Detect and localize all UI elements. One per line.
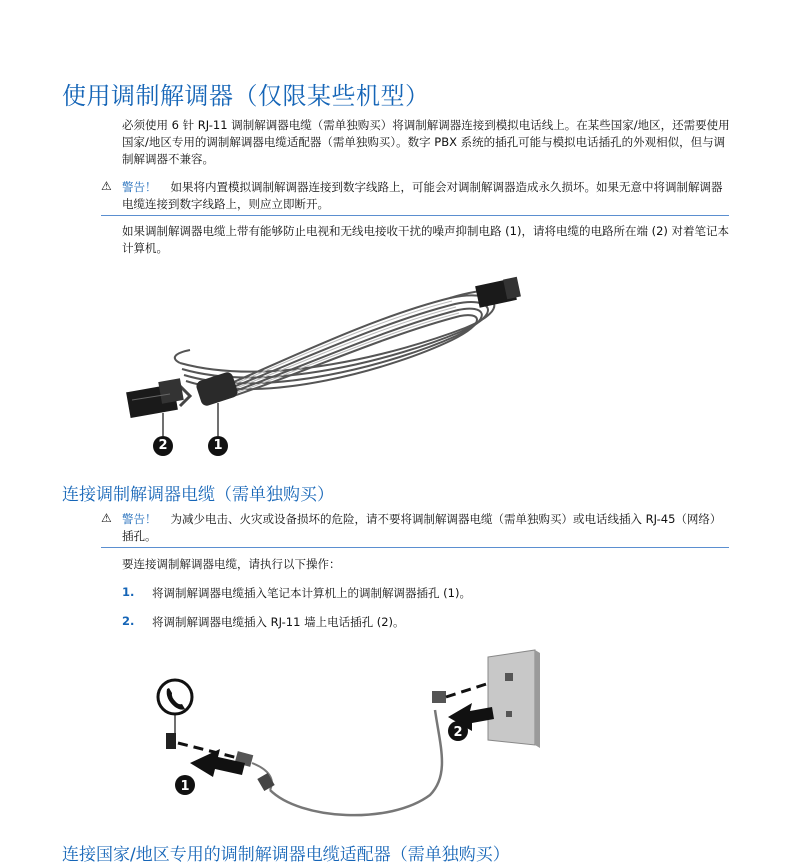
warning-label: 警告！ — [122, 180, 157, 194]
callout-1-figure2: 1 — [180, 779, 190, 794]
page-title: 使用调制解调器（仅限某些机型） — [62, 82, 430, 110]
warning-text — [122, 511, 729, 545]
warning-label: 警告！ — [122, 512, 157, 526]
noise-suppression-paragraph: 如果调制解调器电缆上带有能够防止电视和无线电接收干扰的噪声抑制电路 (1)，请将电缆的电路所在端 (2) 对着笔记本计算机。 — [122, 224, 730, 255]
steps-intro: 要连接调制解调器电缆，请执行以下操作： — [122, 557, 341, 571]
phone-handset-icon — [158, 680, 192, 714]
callout-2-figure1: 2 — [153, 436, 173, 456]
section-heading-adapter-partial: 连接国家/地区专用的调制解调器电缆适配器（需单独购买） — [62, 845, 510, 865]
warning-body: 为减少电击、火灾或设备损坏的危险，请不要将调制解调器电缆（需单独购买）或电话线插入 RJ-45（网络）插孔。 — [122, 512, 722, 543]
warning-triangle-icon: ⚠ — [101, 179, 112, 193]
warning-text — [122, 179, 729, 213]
warning-box-rj45 — [101, 511, 729, 548]
wall-jack-connection-illustration — [150, 645, 550, 825]
step-text-2: 将调制解调器电缆插入 RJ-11 墙上电话插孔 (2)。 — [152, 615, 405, 629]
warning-box-digital-line — [101, 179, 729, 216]
section-heading-connect-cable: 连接调制解调器电缆（需单独购买） — [62, 485, 334, 505]
step-number-1: 1. — [122, 585, 135, 599]
warning-triangle-icon: ⚠ — [101, 511, 112, 525]
step-number-2: 2. — [122, 614, 135, 628]
step-text-1: 将调制解调器电缆插入笔记本计算机上的调制解调器插孔 (1)。 — [152, 586, 471, 600]
modem-cable-illustration — [120, 268, 530, 463]
callout-1-figure1: 1 — [208, 436, 228, 456]
callout-2-figure2: 2 — [453, 725, 463, 740]
intro-paragraph: 必须使用 6 针 RJ-11 调制解调器电缆（需单独购买）将调制解调器连接到模拟电话线上。在某些国家/地区，还需要使用国家/地区专用的调制解调器电缆适配器（需单独购买）。数字 PBX 系统的插孔可能与模拟电话插孔的外观相似，但与调制解调器不兼容。 — [122, 118, 730, 166]
warning-body: 如果将内置模拟调制解调器连接到数字线路上，可能会对调制解调器造成永久损坏。如果无意中将调制解调器电缆连接到数字线路上，则应立即断开。 — [122, 180, 723, 211]
